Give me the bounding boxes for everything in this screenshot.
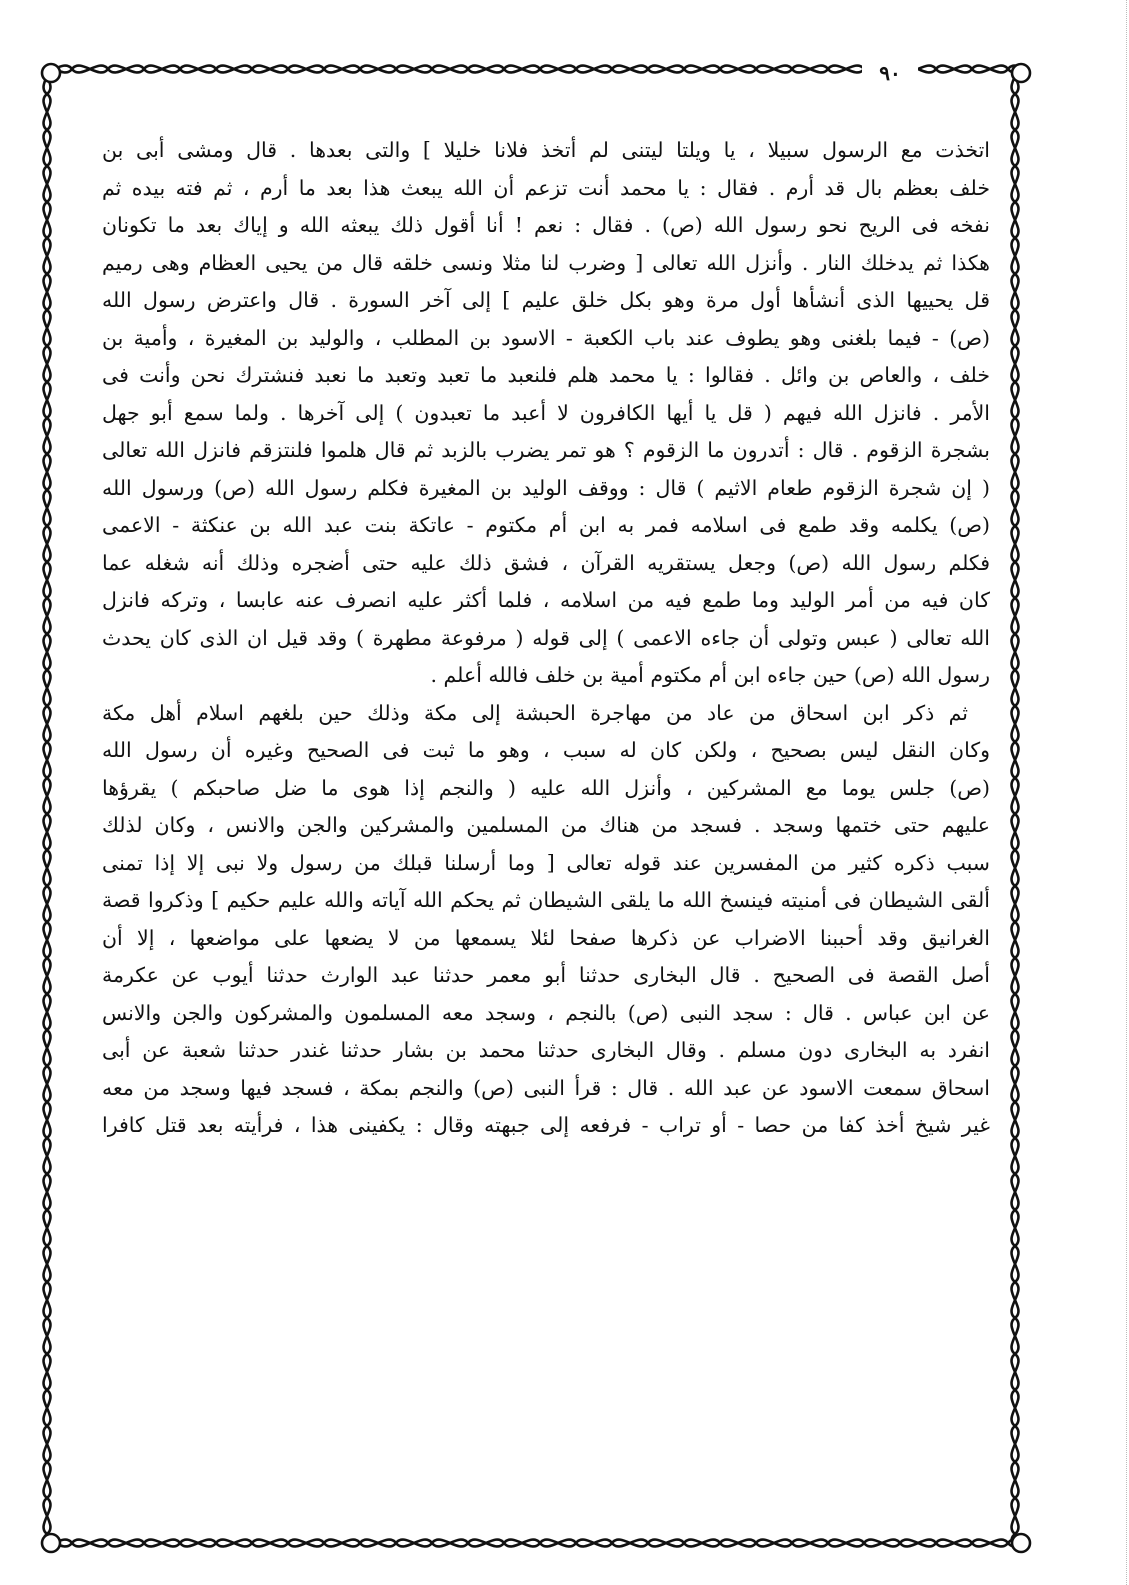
text-line: أصل القصة فى الصحيح . قال البخارى حدثنا أبو معمر حدثنا عبد الوارث حدثنا أيوب عن عكرمة [102,963,990,987]
scan-edge-rule [1125,0,1127,1585]
text-line: ألقى الشيطان فى أمنيته فينسخ الله ما يلقى الشيطان ثم يحكم الله آياته والله عليم حكيم ] وذكروا قصة [102,888,990,912]
body-text [102,132,990,1492]
text-line: رسول الله (ص) حين جاءه ابن أم مكتوم أمية بن خلف فالله أعلم . [430,663,990,687]
paragraph-start-line: ثم ذكر ابن اسحاق من عاد من مهاجرة الحبشة إلى مكة وذلك حين بلغهم اسلام أهل مكة [102,700,968,725]
text-line: الله تعالى ( عبس وتولى أن جاءه الاعمى ) إلى قوله ( مرفوعة مطهرة ) وقد قيل ان الذى كان يحدث [102,625,990,650]
text-line: كان فيه من أمر الوليد وما طمع فيه من اسلامه ، فلما أكثر عليه انصرف عنه عابسا ، وتركه فانزل [102,588,990,612]
text-line: عن ابن عباس . قال : سجد النبى (ص) بالنجم ، وسجد معه المسلمون والمشركون والجن والانس [102,1000,990,1025]
text-line: قل يحييها الذى أنشأها أول مرة وهو بكل خلق عليم ] إلى آخر السورة . قال واعترض رسول الله [102,288,990,312]
text-line: (ص) جلس يوما مع المشركين ، وأنزل الله عليه ( والنجم إذا هوى ما ضل صاحبكم ) يقرؤها [102,775,990,800]
text-line: خلف ، والعاص بن وائل . فقالوا : يا محمد هلم فلنعبد ما تعبد وتعبد ما نعبد فنشترك نحن وأنت فى [102,363,990,387]
text-line: هكذا ثم يدخلك النار . وأنزل الله تعالى [ وضرب لنا مثلا ونسى خلقه قال من يحيى العظام وهى رميم [102,250,990,275]
text-line: (ص) يكلمه وقد طمع فى اسلامه فمر به ابن أم مكتوم - عاتكة بنت عبد الله بن عنكثة - الاعمى [102,513,990,537]
text-line: الأمر . فانزل الله فيهم ( قل يا أيها الكافرون لا أعبد ما تعبدون ) إلى آخرها . ولما سمع أبو جهل [102,400,990,425]
text-line: الغرانيق وقد أحببنا الاضراب عن ذكرها صفحا لئلا يسمعها من لا يضعها على مواضعها ، إلا أن [102,925,990,950]
text-line: (ص) - فيما بلغنى وهو يطوف عند باب الكعبة - الاسود بن المطلب ، والوليد بن المغيرة ، وأمية بن [102,325,990,350]
text-line: خلف بعظم بال قد أرم . فقال : يا محمد أنت تزعم أن الله يبعث هذا بعد ما أرم ، ثم فته بيده ثم [102,175,990,200]
text-line: فكلم رسول الله (ص) وجعل يستقريه القرآن ، فشق ذلك عليه حتى أضجره وذلك أنه شغله عما [102,550,990,575]
text-line: نفخه فى الريح نحو رسول الله (ص) . فقال : نعم ! أنا أقول ذلك يبعثه الله و إياك بعد ما تكونان [102,213,990,237]
page-number: ٩٠ [862,58,918,88]
text-line: انفرد به البخارى دون مسلم . وقال البخارى حدثنا محمد بن بشار حدثنا غندر حدثنا شعبة عن أبى [102,1038,990,1062]
text-line: عليهم حتى ختمها وسجد . فسجد من هناك من المسلمين والمشركين والجن والانس ، وكان لذلك [102,813,990,837]
text-line: وكان النقل ليس بصحيح ، ولكن كان له سبب ، وهو ما ثبت فى الصحيح وغيره أن رسول الله [102,738,990,762]
page-frame [36,58,1036,1558]
text-line: ( إن شجرة الزقوم طعام الاثيم ) قال : ووقف الوليد بن المغيرة فكلم رسول الله (ص) ورسول الله [102,475,990,500]
text-line: غير شيخ أخذ كفا من حصا - أو تراب - فرفعه إلى جبهته وقال : يكفينى هذا ، فرأيته بعد قتل كافرا [102,1113,990,1137]
text-line: بشجرة الزقوم . قال : أتدرون ما الزقوم ؟ هو تمر يضرب بالزبد ثم قال هلموا فلنتزقم فانزل الله تعالى [102,438,990,462]
text-line: اتخذت مع الرسول سبيلا ، يا ويلتا ليتنى لم أتخذ فلانا خليلا ] والتى بعدها . قال ومشى أبى بن [102,138,990,162]
text-line: اسحاق سمعت الاسود عن عبد الله . قال : قرأ النبى (ص) والنجم بمكة ، فسجد فيها وسجد من معه [102,1075,990,1100]
text-line: سبب ذكره كثير من المفسرين عند قوله تعالى [ وما أرسلنا قبلك من رسول ولا نبى إلا إذا تمنى [102,850,990,875]
